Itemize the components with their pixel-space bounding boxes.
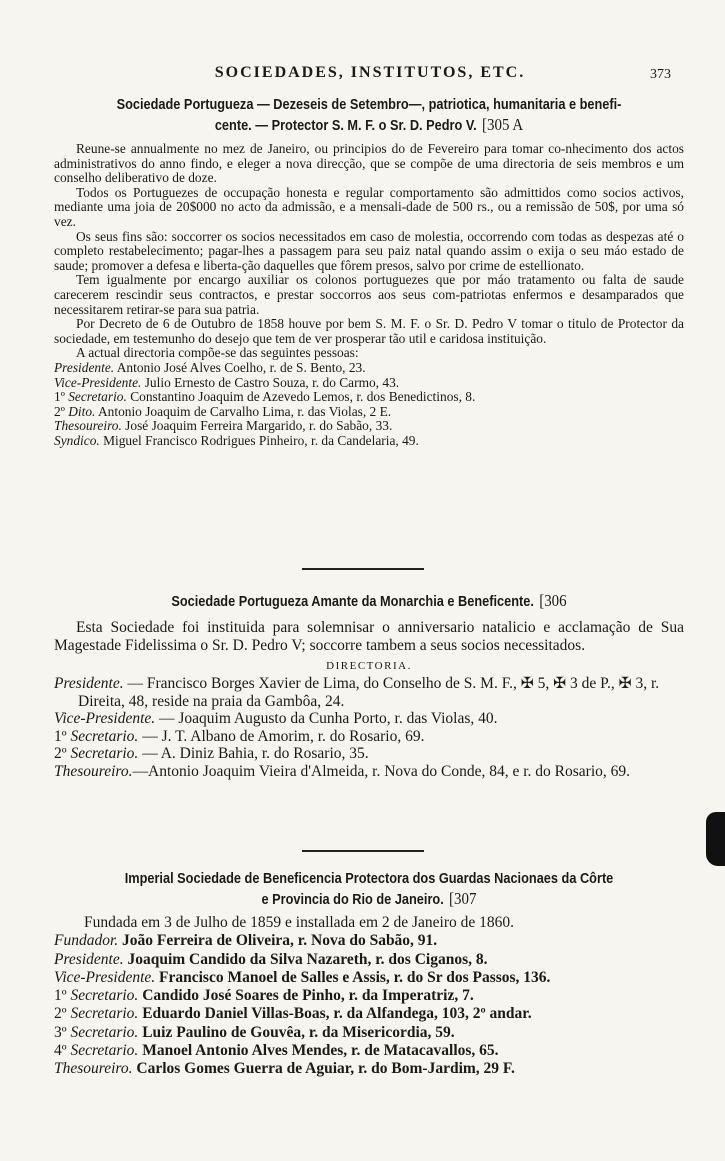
officer-row xyxy=(54,405,684,420)
officer-row xyxy=(54,969,684,987)
officer-details: João Ferreira de Oliveira, r. Nova do Sabão, 91. xyxy=(118,932,438,950)
paragraph: Todos os Portuguezes de occupação honesta e regular comportamento são admittidos como socios activos, mediante uma joia de 20$000 no acto da admissão, e a mensali-dade de 500 rs., ou a remissão de 50$, por uma só vez. xyxy=(54,184,684,229)
officer-details: — Francisco Borges Xavier de Lima, do Conselho de S. M. F., ✠ 5, ✠ 3 de P., ✠ 3, r. Direita, 48, reside na praia da Gambôa, 24. xyxy=(78,675,660,710)
officer-role: Presidente. xyxy=(54,360,115,375)
officer-list xyxy=(54,361,684,449)
officer-details: Julio Ernesto de Castro Souza, r. do Carmo, 43. xyxy=(141,375,400,390)
section-title xyxy=(92,96,646,136)
officer-number: 1º xyxy=(54,390,65,405)
officer-row xyxy=(54,434,684,449)
officer-role: Fundador. xyxy=(54,932,119,950)
founding-line: Fundada em 3 de Julho de 1859 e installada em 2 de Janeiro de 1860. xyxy=(84,914,515,931)
officer-row xyxy=(54,419,684,434)
section-ref: [306 xyxy=(539,591,567,610)
section-sociedade-portugueza-dezeseis xyxy=(54,96,684,448)
officer-details: Antonio Joaquim de Carvalho Lima, r. das Violas, 2 E. xyxy=(95,404,392,419)
officer-role: Secretario. xyxy=(70,727,139,745)
officer-row xyxy=(54,376,684,391)
officer-details: — J. T. Albano de Amorim, r. do Rosario, 69. xyxy=(138,727,425,745)
section-imperial-sociedade xyxy=(54,870,684,1079)
section-title-line2-text: e Provincia do Rio de Janeiro. xyxy=(261,892,444,908)
officer-list xyxy=(54,932,684,1078)
paragraph: Esta Sociedade foi instituida para solemnisar o anniversario natalicio e acclamação de Sua Magestade Fidelissima o Sr. D. Pedro V; soccorre tambem a seus socios necessitados. xyxy=(54,619,684,654)
officer-row xyxy=(54,1042,684,1060)
officer-role: Vice-Presidente. xyxy=(54,375,142,390)
officer-row xyxy=(54,1060,684,1078)
officer-number: 3º xyxy=(54,1023,67,1041)
officer-role: Presidente. xyxy=(54,950,124,968)
section-title-line2 xyxy=(92,115,646,136)
officer-details: Antonio José Alves Coelho, r. de S. Bento, 23. xyxy=(114,360,366,375)
officer-details: —Antonio Joaquim Vieira d'Almeida, r. Nova do Conde, 84, e r. do Rosario, 69. xyxy=(132,762,631,780)
paragraph: A actual directoria compõe-se das seguintes pessoas: xyxy=(76,345,359,361)
section-divider xyxy=(302,850,424,852)
officer-details: Francisco Manoel de Salles e Assis, r. do Sr dos Passos, 136. xyxy=(155,968,551,986)
officer-role: Secretario. xyxy=(68,390,127,405)
section-title-line1: Sociedade Portugueza — Dezeseis de Setembro—, patriotica, humanitaria e benefi- xyxy=(116,97,622,113)
officer-details: Carlos Gomes Guerra de Aguiar, r. do Bom-Jardim, 29 F. xyxy=(132,1060,515,1078)
section-divider xyxy=(302,568,424,570)
officer-number: 1º xyxy=(54,987,67,1005)
section-title-line2-text: cente. — Protector S. M. F. o Sr. D. Pedro V. xyxy=(214,118,477,134)
section-sociedade-portugueza-amante xyxy=(54,591,684,780)
section-ref: [305 A xyxy=(482,115,524,134)
officer-number: 2º xyxy=(54,745,67,762)
officer-details: Miguel Francisco Rodrigues Pinheiro, r. da Candelaria, 49. xyxy=(99,433,419,448)
paragraph: Reune-se annualmente no mez de Janeiro, ou principios do de Fevereiro para tomar co-nhecimento dos actos administrativos do anno findo, e eleger a nova direcção, que se compõe de uma directoria de seis membros e um conselho deliberativo de doze. xyxy=(54,141,684,186)
officer-row xyxy=(54,1024,684,1042)
officer-row xyxy=(54,1005,684,1023)
officer-role: Dito. xyxy=(68,404,96,419)
officer-details: Constantino Joaquim de Azevedo Lemos, r. dos Benedictinos, 8. xyxy=(126,390,476,405)
officer-role: Thesoureiro. xyxy=(54,419,122,434)
officer-row xyxy=(54,932,684,950)
officer-role: Thesoureiro. xyxy=(54,762,133,780)
paragraph: Por Decreto de 6 de Outubro de 1858 houve por bem S. M. F. o Sr. D. Pedro V tomar o titulo de Protector da sociedade, em testemunho do desejo que tem de ver prosperar tão util e caridosa instituição. xyxy=(54,316,684,346)
officer-details: — Joaquim Augusto da Cunha Porto, r. das Violas, 40. xyxy=(155,710,498,727)
officer-row xyxy=(54,390,684,405)
section-ref: [307 xyxy=(449,889,477,908)
section-title xyxy=(92,591,646,612)
officer-row xyxy=(54,951,684,969)
officer-role: Secretario. xyxy=(70,745,139,762)
officer-details: José Joaquim Ferreira Margarido, r. do Sabão, 33. xyxy=(121,419,393,434)
officer-role: Presidente. xyxy=(54,675,124,692)
officer-row xyxy=(54,763,684,781)
officer-list xyxy=(54,675,684,780)
officer-row xyxy=(54,675,684,710)
officer-role: Secretario. xyxy=(70,1005,139,1023)
officer-row xyxy=(54,745,684,763)
officer-role: Secretario. xyxy=(70,1042,139,1060)
section-title xyxy=(92,870,646,910)
officer-row xyxy=(54,710,684,728)
officer-number: 1º xyxy=(54,727,67,745)
scan-edge-mark xyxy=(706,812,725,866)
officer-details: — A. Diniz Bahia, r. do Rosario, 35. xyxy=(138,745,369,762)
officer-row xyxy=(54,728,684,746)
running-head: SOCIEDADES, INSTITUTOS, ETC. xyxy=(214,64,526,81)
section-title-line1: Imperial Sociedade de Beneficencia Protectora dos Guardas Nacionaes da Côrte xyxy=(124,871,614,887)
officer-role: Vice-Presidente. xyxy=(54,968,156,986)
officer-role: Secretario. xyxy=(70,1023,139,1041)
officer-number: 2º xyxy=(54,404,65,419)
paragraph: Os seus fins são: soccorrer os socios necessitados em caso de molestia, occorrendo com todas as despezas até o completo restabelecimento; pagar-lhes a passagem para seu paiz natal quando assim o exija o seu máo estado de saude; promover a defesa e liberta-ção daquelles que fôrem presos, salvo por crime de estellionato. xyxy=(54,228,684,273)
section-title-text: Sociedade Portugueza Amante da Monarchia e Beneficente. xyxy=(171,594,534,610)
officer-number: 4º xyxy=(54,1042,67,1060)
page-number: 373 xyxy=(650,67,671,82)
section-title-line2 xyxy=(92,889,646,910)
officer-number: 2º xyxy=(54,1005,67,1023)
officer-details: Candido José Soares de Pinho, r. da Imperatriz, 7. xyxy=(138,987,474,1005)
paragraph: Tem igualmente por encargo auxiliar os colonos portuguezes que por máo tratamento ou falta de saude carecerem rescindir seus contractos, e prestar soccorros aos seus com-patriotas enfermos e desamparados que necessitarem retirar-se para sua patria. xyxy=(54,272,684,317)
officer-details: Joaquim Candido da Silva Nazareth, r. dos Ciganos, 8. xyxy=(123,950,488,968)
officer-role: Thesoureiro. xyxy=(54,1060,133,1078)
officer-details: Luiz Paulino de Gouvêa, r. da Misericordia, 59. xyxy=(138,1023,455,1041)
directoria-heading: DIRECTORIA. xyxy=(326,660,412,672)
officer-role: Syndico. xyxy=(54,433,100,448)
officer-role: Vice-Presidente. xyxy=(54,710,156,727)
officer-role: Secretario. xyxy=(70,987,139,1005)
officer-details: Eduardo Daniel Villas-Boas, r. da Alfandega, 103, 2º andar. xyxy=(138,1005,532,1023)
officer-row xyxy=(54,361,684,376)
officer-details: Manoel Antonio Alves Mendes, r. de Matacavallos, 65. xyxy=(138,1042,499,1060)
officer-row xyxy=(54,987,684,1005)
